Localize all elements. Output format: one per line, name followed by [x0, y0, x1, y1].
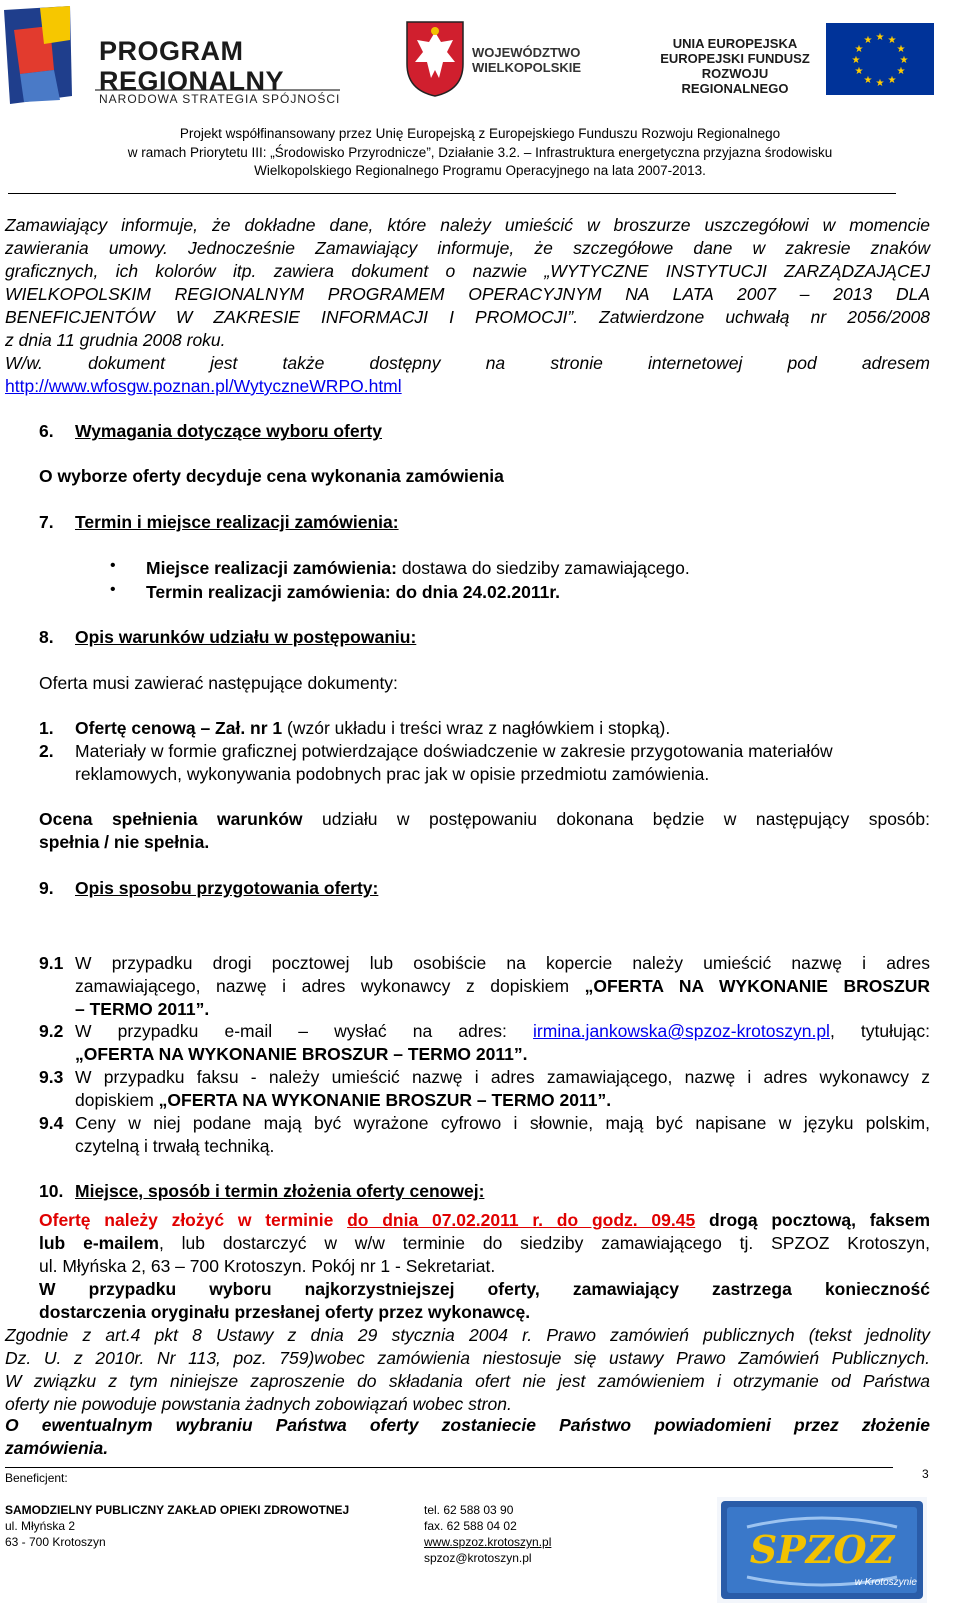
footer-org: SAMODZIELNY PUBLICZNY ZAKŁAD OPIEKI ZDROWOTNEJ: [5, 1503, 350, 1517]
spzoz-logo-sub: w Krotoszynie: [854, 1577, 917, 1588]
s10-red-text: Ofertę należy złożyć w terminie: [39, 1210, 348, 1230]
p93-number: 9.3: [39, 1067, 64, 1087]
svg-text:★: ★: [875, 78, 885, 89]
bullet-1: •: [110, 557, 116, 574]
program-title: [99, 36, 284, 96]
ue-line2: EUROPEJSKI FUNDUSZ: [660, 51, 810, 66]
ocena-line2: spełnia / nie spełnia.: [39, 832, 210, 852]
spzoz-logo: [717, 1497, 927, 1603]
p94-line1: Ceny w niej podane mają być wyrażone cyfrowo i słownie, mają być napisane w języku polskim,: [75, 1113, 930, 1133]
svg-text:★: ★: [899, 55, 909, 66]
program-title-line1: PROGRAM: [99, 36, 244, 66]
p91-line2-bold: „OFERTA NA WYKONANIE BROSZUR: [584, 976, 930, 996]
p92-number: 9.2: [39, 1021, 64, 1041]
section-6-body: O wyborze oferty decyduje cena wykonania zamówienia: [39, 466, 504, 486]
footer-divider: [5, 1467, 893, 1468]
ocena-rest: udziału w postępowaniu dokonana będzie w następujący sposób:: [302, 809, 931, 829]
wielkopolskie-crest-icon: [405, 20, 465, 98]
eu-flag-icon: [826, 23, 934, 95]
s10-line4: W przypadku wyboru najkorzystniejszej oferty, zamawiający zastrzega konieczność: [39, 1279, 930, 1299]
spzoz-logo-text: SPZOZ: [749, 1527, 895, 1572]
closing-line-4: oferty nie powoduje powstania żadnych zobowiązań wobec stron.: [5, 1394, 512, 1414]
footer-fax: fax. 62 588 04 02: [424, 1519, 517, 1533]
p91-number: 9.1: [39, 953, 64, 973]
doc-item-1-number: 1.: [39, 718, 54, 738]
s10-line1: [39, 1209, 930, 1232]
bullet-1-rest: dostawa do siedziby zamawiającego.: [396, 558, 690, 578]
bullet-2: •: [110, 581, 116, 598]
section-6-heading: [39, 420, 382, 443]
doc-item-2-line2: reklamowych, wykonywania podobnych prac jak w opisie przedmiotu zamówienia.: [75, 764, 710, 784]
p94-number: 9.4: [39, 1113, 64, 1133]
footer-city: 63 - 700 Krotoszyn: [5, 1535, 106, 1549]
s10-line2-rest: , lub dostarczyć w w/w terminie do siedziby zamawiającego tj. SPZOZ Krotoszyn,: [158, 1233, 930, 1253]
svg-text:★: ★: [851, 55, 861, 66]
p92-line1-text: W przypadku e-mail – wysłać na adres:: [75, 1021, 534, 1041]
section-9-title: Opis sposobu przygotowania oferty:: [75, 878, 379, 898]
p93-line1: W przypadku faksu - należy umieścić nazwę i adres zamawiającego, nazwę i adres wykonawcy z: [75, 1067, 930, 1087]
p92-line2: „OFERTA NA WYKONANIE BROSZUR – TERMO 2011”.: [75, 1044, 528, 1064]
p92-line1: [75, 1020, 930, 1043]
project-line-3: Wielkopolskiego Regionalnego Programu Operacyjnego na lata 2007-2013.: [254, 163, 706, 178]
p91-line1: W przypadku drogi pocztowej lub osobiście na kopercie należy umieścić nazwę i adres: [75, 953, 930, 973]
section-8-title: Opis warunków udziału w postępowaniu:: [75, 627, 417, 647]
svg-text:★: ★: [896, 66, 906, 77]
svg-text:★: ★: [887, 35, 897, 46]
section-8-intro: Oferta musi zawierać następujące dokumenty:: [39, 673, 398, 693]
doc-item-1: [39, 717, 670, 740]
doc-item-1-bold: Ofertę cenową – Zał. nr 1: [75, 718, 283, 738]
beneficjent-label: Beneficjent:: [5, 1471, 68, 1485]
intro-line-4: WIELKOPOLSKIM REGIONALNYM PROGRAMEM OPERACYJNYM NA LATA 2007 – 2013 DLA: [5, 284, 930, 304]
section-9-heading: [39, 877, 378, 900]
p93-line2-text: dopiskiem: [75, 1090, 159, 1110]
email-link[interactable]: irmina.jankowska@spzoz-krotoszyn.pl: [533, 1021, 830, 1041]
p93-line2-bold: „OFERTA NA WYKONANIE BROSZUR – TERMO 2011”.: [158, 1090, 612, 1110]
section-6-number: 6.: [39, 421, 54, 441]
doc-item-2-number: 2.: [39, 741, 54, 761]
s10-deadline: do dnia 07.02.2011 r. do godz. 09.45: [347, 1210, 696, 1230]
page-number: 3: [922, 1467, 929, 1481]
p94-line2: czytelną i trwałą techniką.: [75, 1136, 275, 1156]
program-subtitle: NARODOWA STRATEGIA SPÓJNOŚCI: [99, 92, 341, 106]
section-10-heading: [39, 1180, 484, 1203]
svg-text:★: ★: [854, 66, 864, 77]
closing-line-6: zamówienia.: [5, 1438, 109, 1458]
doc-item-2-line1: Materiały w formie graficznej potwierdzające doświadczenie w zakresie przygotowania materiałów: [75, 741, 833, 761]
s10-line2-bold: lub e-mailem: [39, 1233, 159, 1253]
footer-www-link[interactable]: www.spzoz.krotoszyn.pl: [424, 1535, 552, 1549]
s10-line5: dostarczenia oryginału przesłanej oferty przez wykonawcę.: [39, 1302, 531, 1322]
p91-line3: – TERMO 2011”.: [75, 999, 210, 1019]
woj-line1: WOJEWÓDZTWO: [472, 45, 581, 60]
section-10-number: 10.: [39, 1181, 64, 1201]
bullet-2-text: Termin realizacji zamówienia: do dnia 24.02.2011r.: [146, 582, 561, 602]
doc-item-1-rest: (wzór układu i treści wraz z nagłówkiem i stopką).: [282, 718, 671, 738]
intro-line-2: zawierania umowy. Jednocześnie Zamawiający informuje, że szczegółowe dane w zakresie znaków: [5, 238, 930, 258]
footer-tel: tel. 62 588 03 90: [424, 1503, 514, 1517]
intro-line-5: BENEFICJENTÓW W ZAKRESIE INFORMACJI I PROMOCJI”. Zatwierdzone uchwałą nr 2056/2008: [5, 307, 930, 327]
bullet-1-bold: Miejsce realizacji zamówienia:: [146, 558, 397, 578]
closing-line-1: Zgodnie z art.4 pkt 8 Ustawy z dnia 29 stycznia 2004 r. Prawo zamówień publicznych (tekst jednolity: [5, 1325, 930, 1345]
closing-line-5: O ewentualnym wybraniu Państwa oferty zostaniecie Państwo powiadomieni przez złożenie: [5, 1415, 930, 1435]
p93-line2: [75, 1089, 611, 1112]
header-divider: [8, 193, 896, 194]
s10-line1-end: drogą pocztową, faksem: [695, 1210, 931, 1230]
section-9-number: 9.: [39, 878, 54, 898]
intro-line-6: z dnia 11 grudnia 2008 roku.: [5, 330, 226, 350]
s10-line2: [39, 1232, 930, 1255]
section-10-title: Miejsce, sposób i termin złożenia oferty cenowej:: [75, 1181, 485, 1201]
woj-line2: WIELKOPOLSKIE: [472, 60, 582, 75]
ocena-line1: [39, 808, 930, 831]
p91-line2-text: zamawiającego, nazwę i adres wykonawcy z dopiskiem: [75, 976, 585, 996]
svg-text:★: ★: [854, 44, 864, 55]
section-8-heading: [39, 626, 416, 649]
ue-line3: ROZWOJU REGIONALNEGO: [681, 66, 789, 96]
wojewodztwo-label: [472, 45, 581, 75]
intro-line-3: graficznych, ich kolorów itp. zawiera dokument o nazwie „WYTYCZNE INSTYTUCJI ZARZĄDZAJĄCEJ: [5, 261, 930, 281]
bullet-1-text: [146, 557, 690, 580]
section-7-heading: [39, 511, 399, 534]
program-title-line2: REGIONALNY: [99, 66, 285, 96]
footer-street: ul. Młyńska 2: [5, 1519, 76, 1533]
section-7-number: 7.: [39, 512, 54, 532]
svg-text:★: ★: [887, 75, 897, 86]
svg-text:★: ★: [875, 32, 885, 43]
section-6-title: Wymagania dotyczące wyboru oferty: [75, 421, 382, 441]
svg-text:★: ★: [863, 75, 873, 86]
p92-line1-end: , tytułując:: [829, 1021, 930, 1041]
ue-label: [650, 36, 820, 96]
svg-text:★: ★: [896, 44, 906, 55]
project-line-1: Projekt współfinansowany przez Unię Europejską z Europejskiego Funduszu Rozwoju Regionalnego: [179, 126, 781, 141]
closing-line-2: Dz. U. z 2010r. Nr 113, poz. 759)wobec zamówienia niestosuje się ustawy Prawo Zamówień Publicznych.: [5, 1348, 930, 1368]
s10-line3: ul. Młyńska 2, 63 – 700 Krotoszyn. Pokój nr 1 - Sekretariat.: [39, 1256, 496, 1276]
ocena-bold: Ocena spełnienia warunków: [39, 809, 303, 829]
ue-line1: UNIA EUROPEJSKA: [672, 36, 798, 51]
wytyczne-link[interactable]: http://www.wfosgw.poznan.pl/WytyczneWRPO.html: [5, 376, 402, 396]
closing-line-3: W związku z tym niniejsze zaproszenie do składania ofert nie jest zamówieniem i otrzymanie od Państwa: [5, 1371, 930, 1391]
intro-line-7: W/w. dokument jest także dostępny na stronie internetowej pod adresem: [5, 353, 930, 373]
footer-email: spzoz@krotoszyn.pl: [424, 1551, 532, 1565]
p91-line2: [75, 975, 930, 998]
intro-line-1: Zamawiający informuje, że dokładne dane, które należy umieścić w broszurze uszczegółowi w momencie: [5, 215, 930, 235]
project-line-2: w ramach Priorytetu III: „Środowisko Przyrodnicze”, Działanie 3.2. – Infrastruktura energetyczna przyjazna środowisku: [127, 145, 833, 160]
section-7-title: Termin i miejsce realizacji zamówienia:: [75, 512, 399, 532]
svg-text:★: ★: [863, 35, 873, 46]
section-8-number: 8.: [39, 627, 54, 647]
